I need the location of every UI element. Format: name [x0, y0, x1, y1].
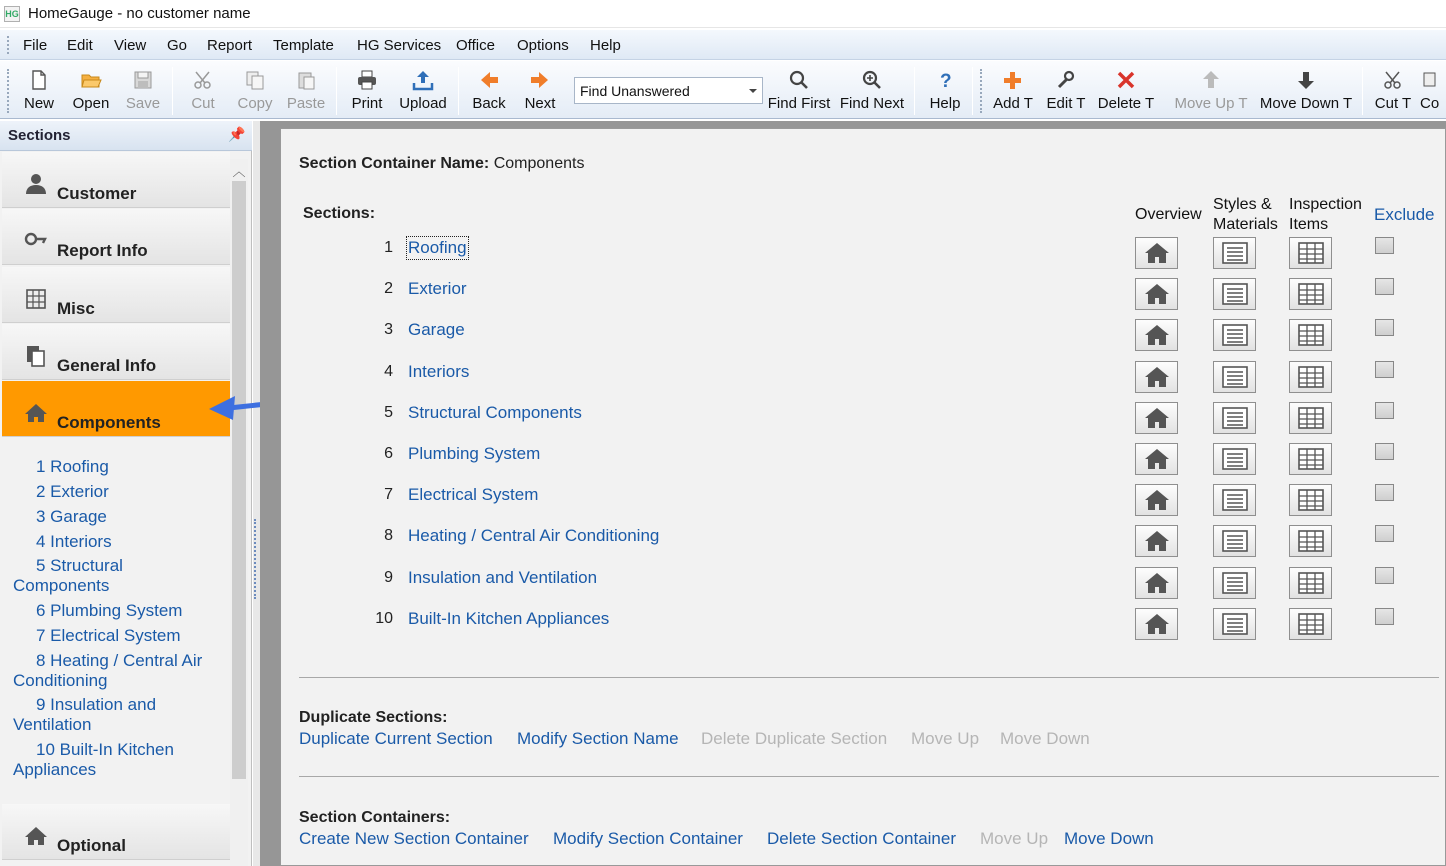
overview-house-button[interactable] [1135, 361, 1178, 393]
delete-duplicate-section-link[interactable]: Delete Duplicate Section [701, 729, 888, 748]
paste-clipboard-icon [284, 69, 328, 95]
title-bar [0, 0, 1446, 28]
arrow-left-icon [468, 69, 510, 95]
toolbar-grip [7, 69, 10, 113]
section-link-plumbing-system[interactable]: Plumbing System [408, 444, 541, 463]
duplicate-sections-title: Duplicate Sections: [299, 709, 448, 726]
zoom-in-search-icon [838, 69, 906, 95]
section-row-number: 5 [384, 403, 393, 421]
section-row-number: 3 [384, 321, 393, 339]
menu-view[interactable]: View [114, 37, 147, 54]
duplicate-move-down-link[interactable]: Move Down [1000, 729, 1090, 748]
sidebar-item-plumbing-system[interactable]: 6 Plumbing System [36, 601, 183, 620]
sidebar-item-heating-central-air[interactable]: 8 Heating / Central Air Conditioning [13, 651, 203, 690]
paste-button[interactable] [284, 64, 328, 116]
inspection-items-grid-button[interactable] [1289, 608, 1332, 640]
new-label: New [23, 95, 54, 112]
tab-customer-label: Customer [57, 184, 137, 203]
print-label: Print [351, 95, 383, 112]
inspection-items-grid-button[interactable] [1289, 278, 1332, 310]
inspection-items-grid-button[interactable] [1289, 237, 1332, 269]
inspection-items-grid-button[interactable] [1289, 443, 1332, 475]
house-icon [24, 824, 48, 848]
app-icon: HG [4, 6, 20, 22]
window-title: HomeGauge - no customer name [28, 5, 251, 22]
menu-edit[interactable]: Edit [67, 37, 93, 54]
exclude-checkbox[interactable] [1375, 237, 1394, 254]
sidebar-item-kitchen-appliances[interactable]: 10 Built-In Kitchen Appliances [13, 740, 174, 779]
move-up-t-label: Move Up T [1174, 95, 1248, 112]
overview-house-button[interactable] [1135, 567, 1178, 599]
section-row-number: 7 [384, 486, 393, 504]
sidebar-item-interiors[interactable]: 4 Interiors [36, 532, 112, 551]
overview-house-button[interactable] [1135, 443, 1178, 475]
components-section-list [2, 451, 230, 797]
section-link-structural-components[interactable]: Structural Components [408, 402, 582, 422]
arrow-right-icon [518, 69, 562, 95]
section-link-insulation-and-ventilation[interactable]: Insulation and Ventilation [408, 567, 598, 587]
toolbar-separator [336, 67, 337, 115]
duplicate-current-section-link[interactable]: Duplicate Current Section [299, 729, 493, 748]
sections-label: Sections: [303, 205, 376, 222]
column-overview: Overview [1135, 206, 1202, 223]
section-link-garage[interactable]: Garage [408, 320, 465, 340]
sections-sidebar [0, 121, 252, 866]
inspection-items-grid-button[interactable] [1289, 567, 1332, 599]
inspection-items-grid-button[interactable] [1289, 319, 1332, 351]
tab-components[interactable] [2, 381, 230, 437]
inspection-items-grid-button[interactable] [1289, 484, 1332, 516]
sidebar-item-garage[interactable]: 3 Garage [36, 507, 107, 526]
styles-materials-list-button[interactable] [1213, 278, 1256, 310]
toolbar-separator [972, 67, 973, 115]
open-button[interactable] [68, 64, 114, 116]
edit-t-label: Edit T [1046, 95, 1086, 112]
arrow-down-icon [1256, 69, 1356, 95]
find-next-button[interactable] [838, 64, 906, 116]
modify-section-name-link[interactable]: Modify Section Name [517, 729, 679, 748]
splitter-grip [254, 519, 257, 599]
upload-button[interactable] [396, 64, 450, 116]
section-row-number: 1 [384, 239, 393, 256]
menu-bar [0, 30, 1446, 60]
section-row-number: 6 [384, 445, 393, 462]
print-button[interactable] [346, 64, 388, 116]
sidebar-item-insulation-ventilation[interactable]: 9 Insulation and Ventilation [13, 695, 157, 734]
column-styles-materials: Styles & Materials [1213, 196, 1278, 233]
sidebar-item-exterior[interactable]: 2 Exterior [36, 482, 109, 501]
menu-go[interactable]: Go [167, 37, 188, 54]
delete-section-container-link[interactable]: Delete Section Container [767, 829, 957, 848]
menu-report[interactable]: Report [207, 37, 253, 54]
edit-template-button[interactable] [1042, 64, 1090, 116]
copy-icon [1420, 69, 1446, 95]
tab-report-info[interactable] [2, 209, 230, 265]
scroll-thumb[interactable] [232, 181, 246, 779]
styles-materials-list-button[interactable] [1213, 484, 1256, 516]
move-down-template-button[interactable] [1256, 64, 1356, 116]
tab-optional-label: Optional [57, 836, 126, 855]
exclude-checkbox[interactable] [1375, 278, 1394, 295]
section-link-heating-central-air-conditioning[interactable]: Heating / Central Air Conditioning [408, 526, 660, 546]
tab-optional[interactable] [2, 804, 230, 860]
find-first-label: Find First [767, 95, 831, 112]
sidebar-header [0, 121, 252, 151]
section-row-number: 10 [375, 609, 393, 627]
chevron-down-icon [749, 89, 757, 93]
new-file-icon [18, 69, 60, 95]
tab-components-label: Components [57, 413, 161, 432]
tab-misc[interactable] [2, 267, 230, 323]
copy-button[interactable] [232, 64, 278, 116]
calculator-grid-icon [24, 287, 48, 311]
new-button[interactable] [18, 64, 60, 116]
overview-house-button[interactable] [1135, 525, 1178, 557]
help-label: Help [929, 95, 961, 112]
styles-materials-list-button[interactable] [1213, 237, 1256, 269]
overview-house-button[interactable] [1135, 608, 1178, 640]
menu-office[interactable]: Office [456, 37, 495, 54]
toolbar-separator [458, 67, 459, 115]
back-label: Back [472, 95, 506, 112]
container-name-value: Components [493, 155, 585, 172]
svg-text:?: ? [940, 71, 952, 91]
container-move-up-link[interactable]: Move Up [980, 829, 1049, 848]
find-select[interactable] [574, 77, 763, 104]
section-link-roofing[interactable]: Roofing [408, 238, 467, 257]
overview-house-button[interactable] [1135, 484, 1178, 516]
panel-splitter[interactable] [253, 121, 260, 866]
sidebar-item-structural-components[interactable]: 5 Structural Components [13, 556, 123, 595]
main-panel [280, 128, 1446, 866]
styles-materials-list-button[interactable] [1213, 319, 1256, 351]
exclude-checkbox[interactable] [1375, 319, 1394, 336]
help-button[interactable] [924, 64, 966, 116]
exclude-checkbox[interactable] [1375, 443, 1394, 460]
sidebar-scrollbar[interactable] [230, 159, 248, 866]
menu-hg-services[interactable]: HG Services [357, 37, 442, 54]
copy-label: Copy [237, 95, 273, 112]
wrench-icon [1042, 69, 1090, 95]
styles-materials-list-button[interactable] [1213, 567, 1256, 599]
find-select-value: Find Unanswered [580, 83, 690, 99]
overview-house-button[interactable] [1135, 402, 1178, 434]
person-icon [24, 172, 48, 196]
container-move-down-link[interactable]: Move Down [1064, 829, 1154, 848]
section-row-number: 4 [384, 362, 393, 380]
save-button[interactable] [122, 64, 164, 116]
next-label: Next [524, 95, 556, 112]
tab-report-info-label: Report Info [57, 241, 148, 260]
section-link-electrical-system[interactable]: Electrical System [408, 485, 539, 505]
cut-template-button[interactable] [1370, 64, 1416, 116]
sidebar-item-roofing[interactable]: 1 Roofing [36, 457, 109, 476]
section-link-built-in-kitchen-appliances[interactable]: Built-In Kitchen Appliances [408, 608, 610, 628]
upload-label: Upload [399, 95, 447, 112]
section-row-number: 9 [384, 568, 393, 586]
toolbar-separator [1362, 67, 1363, 115]
paste-label: Paste [286, 95, 326, 112]
save-label: Save [125, 95, 161, 112]
scissors-icon [1370, 69, 1416, 95]
exclude-checkbox[interactable] [1375, 608, 1394, 625]
pin-icon[interactable]: 📌 [228, 126, 246, 142]
scissors-icon [182, 69, 224, 95]
tab-general-info[interactable] [2, 324, 230, 380]
move-down-t-label: Move Down T [1259, 95, 1353, 112]
move-up-template-button[interactable] [1172, 64, 1250, 116]
menu-grip [7, 36, 10, 54]
menu-help[interactable]: Help [590, 37, 621, 54]
modify-section-container-link[interactable]: Modify Section Container [553, 829, 743, 848]
printer-icon [346, 69, 388, 95]
toolbar-grip [980, 69, 983, 113]
exclude-checkbox[interactable] [1375, 484, 1394, 501]
inspection-items-grid-button[interactable] [1289, 402, 1332, 434]
exclude-checkbox[interactable] [1375, 361, 1394, 378]
back-button[interactable] [468, 64, 510, 116]
search-icon [766, 69, 832, 95]
find-next-label: Find Next [839, 95, 905, 112]
section-link-interiors[interactable]: Interiors [408, 361, 470, 381]
section-link-exterior[interactable]: Exterior [408, 279, 467, 299]
exclude-checkbox[interactable] [1375, 567, 1394, 584]
delete-x-icon [1096, 69, 1156, 95]
create-section-container-link[interactable]: Create New Section Container [299, 829, 529, 848]
arrow-up-icon [1172, 69, 1250, 95]
next-button[interactable] [518, 64, 562, 116]
overview-house-button[interactable] [1135, 278, 1178, 310]
toolbar-separator [914, 67, 915, 115]
sidebar-title: Sections [8, 127, 71, 144]
save-disk-icon [122, 69, 164, 95]
divider [299, 677, 1439, 678]
house-icon [24, 401, 48, 425]
styles-materials-list-button[interactable] [1213, 525, 1256, 557]
cut-label: Cut [191, 95, 215, 112]
menu-file[interactable]: File [23, 37, 48, 54]
key-tag-icon [24, 229, 48, 253]
inspection-items-grid-button[interactable] [1289, 525, 1332, 557]
copy-template-button[interactable] [1420, 64, 1446, 116]
section-row-number: 8 [384, 527, 393, 545]
open-label: Open [72, 95, 110, 112]
styles-materials-list-button[interactable] [1213, 608, 1256, 640]
column-exclude[interactable]: Exclude [1374, 205, 1435, 224]
menu-template[interactable]: Template [273, 37, 334, 54]
exclude-checkbox[interactable] [1375, 525, 1394, 542]
styles-materials-list-button[interactable] [1213, 361, 1256, 393]
find-first-button[interactable] [766, 64, 832, 116]
exclude-checkbox[interactable] [1375, 402, 1394, 419]
tab-general-info-label: General Info [57, 356, 157, 375]
tab-customer[interactable] [2, 152, 230, 208]
tab-misc-label: Misc [57, 299, 95, 318]
section-row-number: 2 [384, 280, 393, 298]
section-container-name: Section Container Name: Components [299, 155, 585, 172]
column-inspection-items: Inspection Items [1289, 196, 1362, 233]
styles-materials-list-button[interactable] [1213, 443, 1256, 475]
menu-options[interactable]: Options [517, 37, 569, 54]
upload-icon [396, 69, 450, 95]
help-question-icon [924, 69, 966, 95]
delete-t-label: Delete T [1097, 95, 1155, 112]
documents-icon [24, 344, 48, 368]
toolbar-separator [172, 67, 173, 115]
inspection-items-grid-button[interactable] [1289, 361, 1332, 393]
add-plus-icon [990, 69, 1036, 95]
delete-template-button[interactable] [1096, 64, 1156, 116]
overview-house-button[interactable] [1135, 319, 1178, 351]
cut-button[interactable] [182, 64, 224, 116]
duplicate-move-up-link[interactable]: Move Up [911, 729, 980, 748]
styles-materials-list-button[interactable] [1213, 402, 1256, 434]
divider [299, 776, 1439, 777]
toolbar [0, 61, 1446, 119]
sidebar-item-electrical-system[interactable]: 7 Electrical System [36, 626, 181, 645]
add-template-button[interactable] [990, 64, 1036, 116]
add-t-label: Add T [993, 95, 1033, 112]
section-containers-title: Section Containers: [299, 809, 451, 826]
copy-t-label: Co [1420, 95, 1440, 112]
overview-house-button[interactable] [1135, 237, 1178, 269]
scroll-up-chevron-icon[interactable]: ︿ [232, 164, 246, 179]
cut-t-label: Cut T [1374, 95, 1412, 112]
folder-open-icon [68, 69, 114, 95]
copy-icon [232, 69, 278, 95]
